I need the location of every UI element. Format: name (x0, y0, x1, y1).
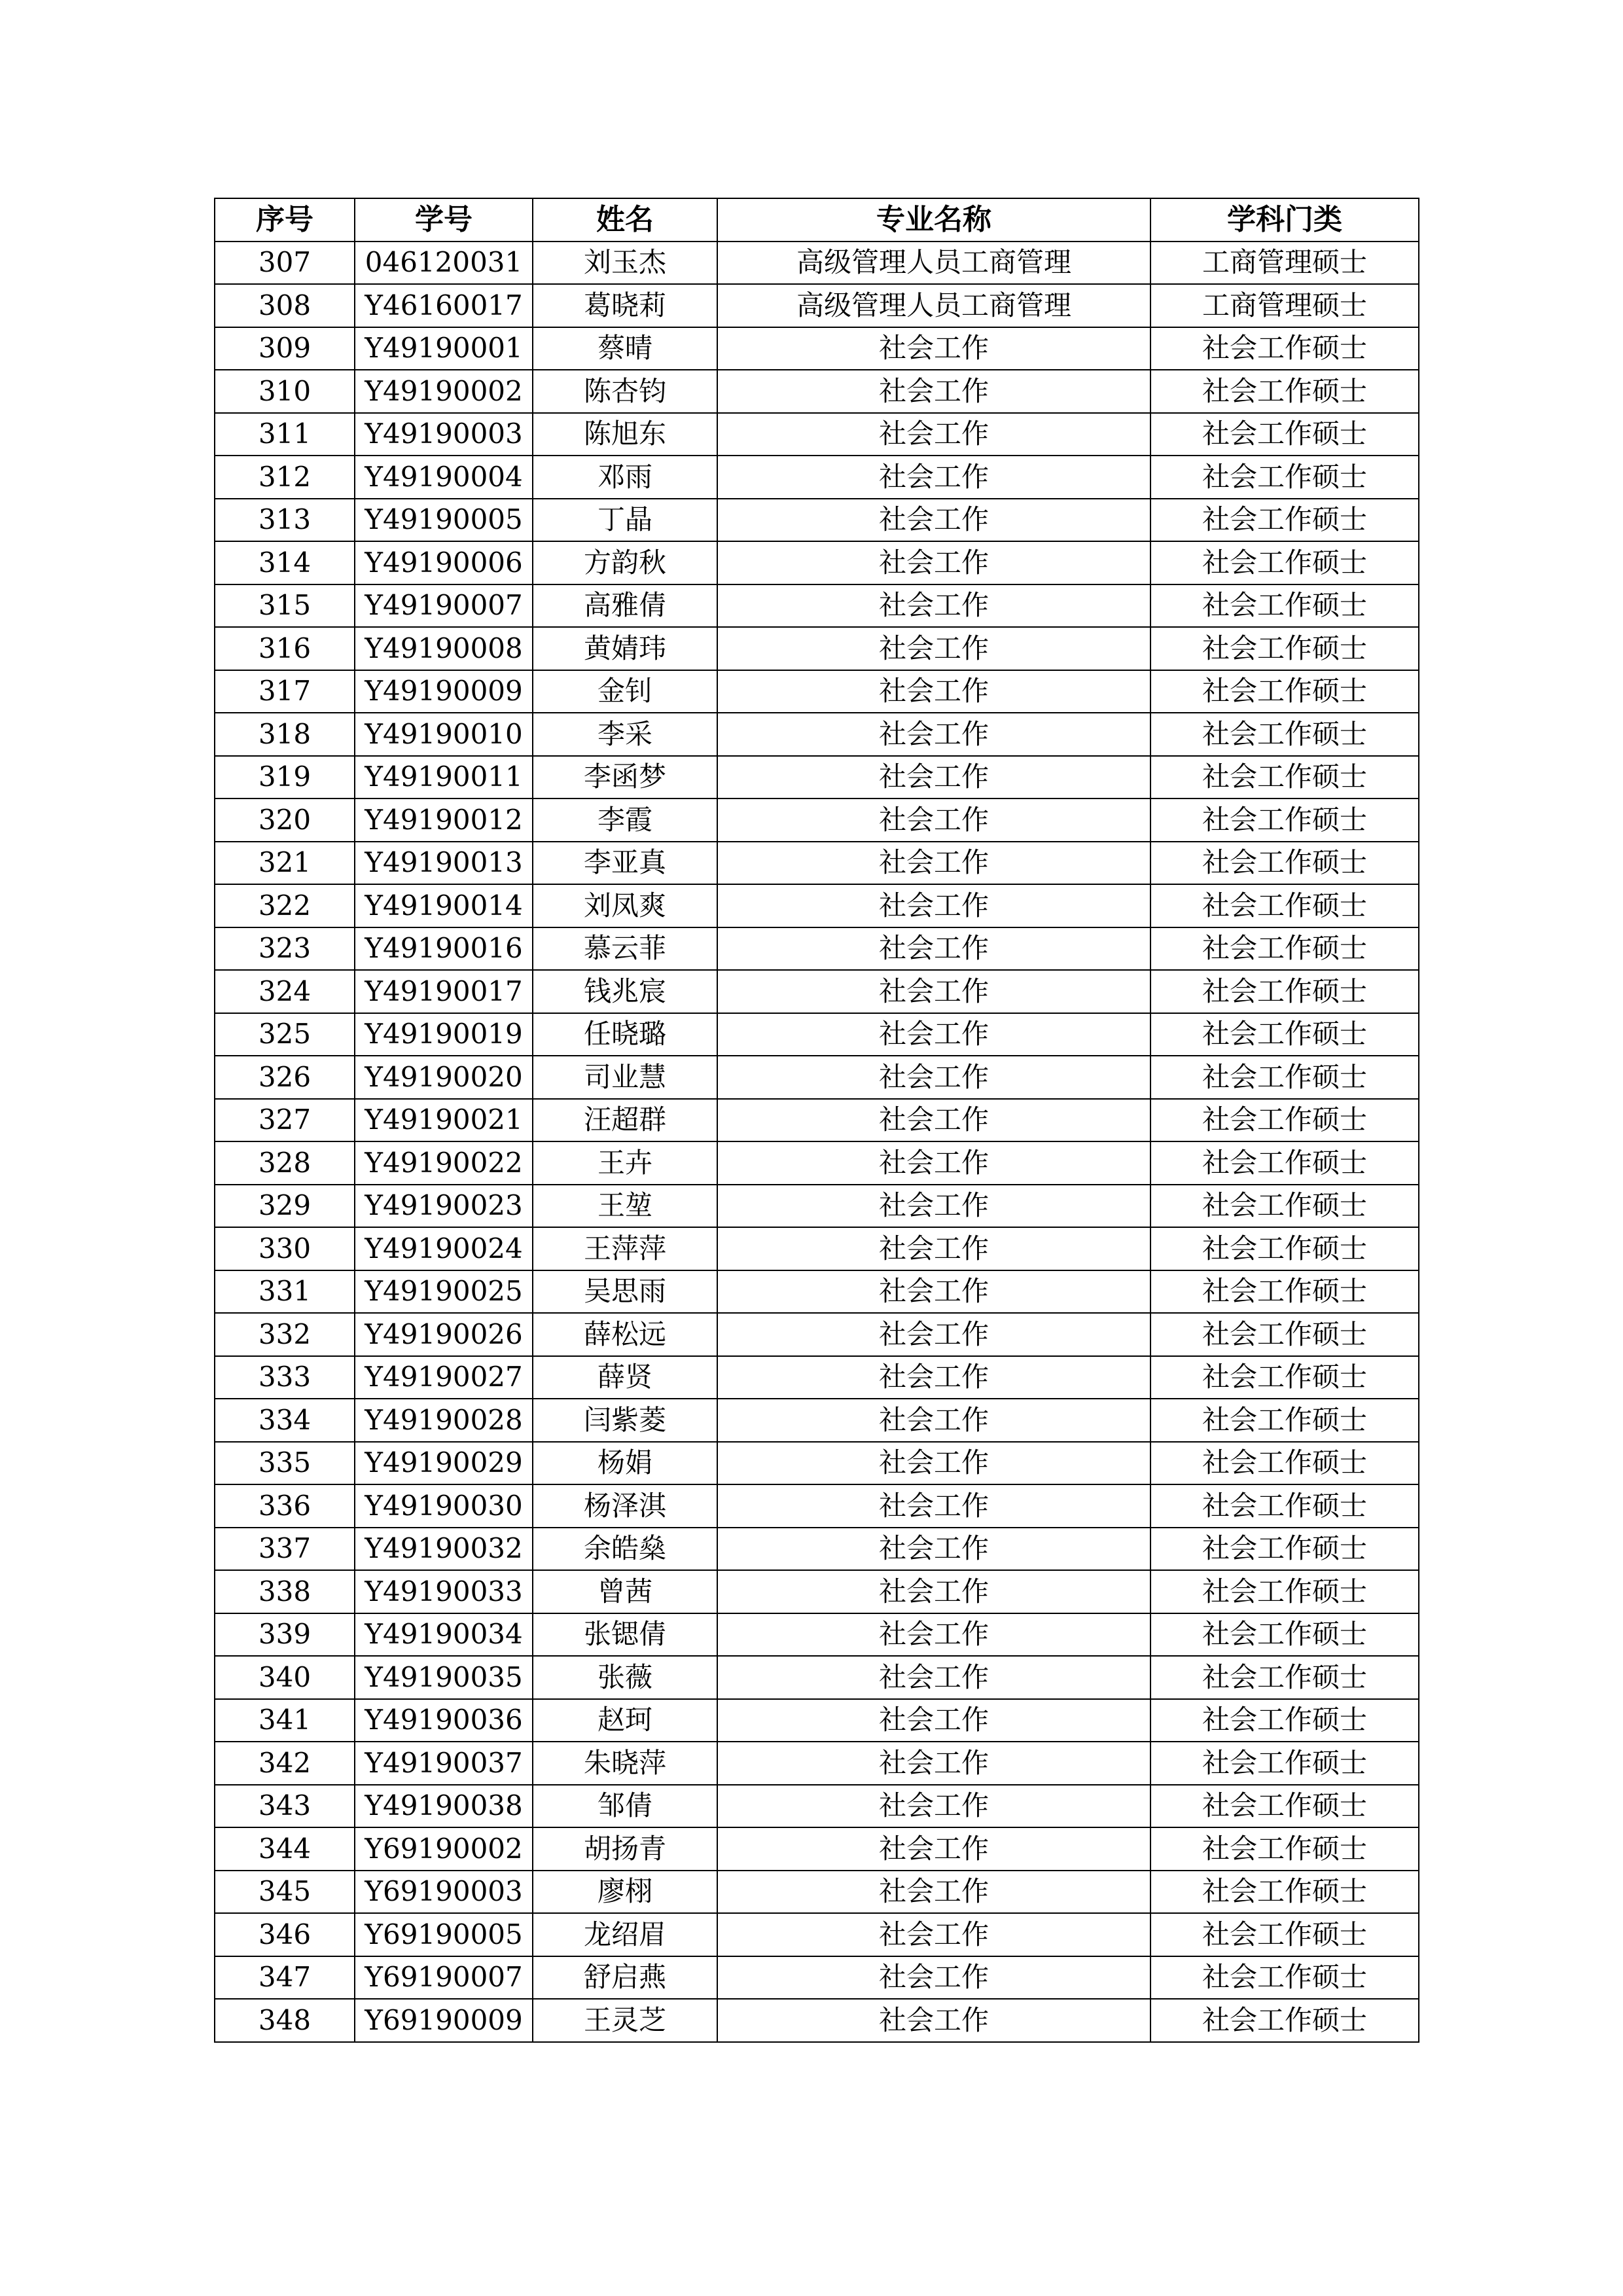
cell-major: 社会工作 (717, 370, 1150, 413)
cell-discipline: 社会工作硕士 (1150, 842, 1419, 885)
table-row (215, 584, 1419, 628)
cell-student-id: Y49190014 (355, 884, 533, 927)
cell-name: 陈旭东 (533, 413, 717, 456)
cell-major: 社会工作 (717, 756, 1150, 799)
cell-major: 社会工作 (717, 1442, 1150, 1485)
cell-name: 王灵芝 (533, 1999, 717, 2042)
cell-student-id: Y49190004 (355, 456, 533, 499)
cell-student-id: Y49190032 (355, 1528, 533, 1571)
cell-name: 李采 (533, 713, 717, 756)
cell-discipline: 社会工作硕士 (1150, 1742, 1419, 1785)
cell-major: 社会工作 (717, 1827, 1150, 1871)
cell-major: 社会工作 (717, 627, 1150, 670)
cell-major: 社会工作 (717, 327, 1150, 370)
table-row (215, 1399, 1419, 1442)
cell-student-id: Y49190037 (355, 1742, 533, 1785)
cell-student-id: Y49190007 (355, 584, 533, 628)
cell-name: 廖栩 (533, 1871, 717, 1914)
cell-serial: 309 (215, 327, 355, 370)
table-row (215, 1785, 1419, 1828)
cell-major: 社会工作 (717, 1185, 1150, 1228)
cell-serial: 341 (215, 1699, 355, 1742)
cell-major: 社会工作 (717, 1785, 1150, 1828)
table-row (215, 1270, 1419, 1314)
table-row (215, 1099, 1419, 1142)
cell-name: 龙绍眉 (533, 1913, 717, 1956)
cell-serial: 329 (215, 1185, 355, 1228)
cell-discipline: 社会工作硕士 (1150, 1270, 1419, 1314)
table-row (215, 1356, 1419, 1399)
cell-major: 社会工作 (717, 584, 1150, 628)
cell-discipline: 社会工作硕士 (1150, 627, 1419, 670)
cell-student-id: Y49190021 (355, 1099, 533, 1142)
cell-discipline: 社会工作硕士 (1150, 1013, 1419, 1056)
cell-student-id: Y49190008 (355, 627, 533, 670)
cell-major: 社会工作 (717, 1613, 1150, 1657)
cell-student-id: Y49190006 (355, 541, 533, 584)
cell-discipline: 社会工作硕士 (1150, 413, 1419, 456)
cell-serial: 346 (215, 1913, 355, 1956)
cell-serial: 323 (215, 927, 355, 971)
cell-discipline: 社会工作硕士 (1150, 884, 1419, 927)
cell-student-id: Y49190028 (355, 1399, 533, 1442)
cell-serial: 313 (215, 499, 355, 542)
cell-name: 汪超群 (533, 1099, 717, 1142)
table-row (215, 456, 1419, 499)
cell-major: 社会工作 (717, 1913, 1150, 1956)
cell-student-id: Y69190005 (355, 1913, 533, 1956)
cell-serial: 345 (215, 1871, 355, 1914)
cell-discipline: 社会工作硕士 (1150, 1613, 1419, 1657)
cell-student-id: Y49190035 (355, 1656, 533, 1699)
cell-major: 社会工作 (717, 1484, 1150, 1528)
table-row (215, 1227, 1419, 1270)
cell-student-id: Y49190012 (355, 798, 533, 842)
header-discipline: 学科门类 (1150, 198, 1419, 242)
cell-major: 社会工作 (717, 1270, 1150, 1314)
header-serial: 序号 (215, 198, 355, 242)
table-row (215, 1570, 1419, 1613)
cell-student-id: Y49190024 (355, 1227, 533, 1270)
table-row (215, 756, 1419, 799)
cell-discipline: 社会工作硕士 (1150, 1313, 1419, 1356)
cell-student-id: Y49190022 (355, 1141, 533, 1185)
cell-discipline: 社会工作硕士 (1150, 1956, 1419, 2000)
cell-serial: 344 (215, 1827, 355, 1871)
cell-discipline: 工商管理硕士 (1150, 284, 1419, 327)
cell-major: 社会工作 (717, 1141, 1150, 1185)
cell-student-id: Y49190011 (355, 756, 533, 799)
cell-student-id: Y49190036 (355, 1699, 533, 1742)
cell-name: 钱兆宸 (533, 970, 717, 1013)
cell-name: 邓雨 (533, 456, 717, 499)
cell-discipline: 社会工作硕士 (1150, 1785, 1419, 1828)
cell-discipline: 社会工作硕士 (1150, 1356, 1419, 1399)
table-row (215, 798, 1419, 842)
cell-major: 社会工作 (717, 1099, 1150, 1142)
cell-student-id: Y49190027 (355, 1356, 533, 1399)
cell-major: 社会工作 (717, 970, 1150, 1013)
cell-serial: 314 (215, 541, 355, 584)
cell-name: 杨泽淇 (533, 1484, 717, 1528)
cell-name: 葛晓莉 (533, 284, 717, 327)
cell-serial: 332 (215, 1313, 355, 1356)
table-row (215, 970, 1419, 1013)
cell-name: 张薇 (533, 1656, 717, 1699)
table-row (215, 1141, 1419, 1185)
table-row (215, 1827, 1419, 1871)
cell-serial: 318 (215, 713, 355, 756)
cell-serial: 339 (215, 1613, 355, 1657)
cell-discipline: 社会工作硕士 (1150, 1484, 1419, 1528)
cell-serial: 338 (215, 1570, 355, 1613)
cell-major: 社会工作 (717, 541, 1150, 584)
cell-student-id: Y49190020 (355, 1056, 533, 1099)
cell-serial: 315 (215, 584, 355, 628)
table-row (215, 670, 1419, 713)
table-row (215, 242, 1419, 285)
table-row (215, 1871, 1419, 1914)
cell-student-id: Y49190038 (355, 1785, 533, 1828)
cell-discipline: 社会工作硕士 (1150, 1227, 1419, 1270)
cell-name: 李亚真 (533, 842, 717, 885)
table-row (215, 1056, 1419, 1099)
cell-discipline: 社会工作硕士 (1150, 1185, 1419, 1228)
cell-student-id: 046120031 (355, 242, 533, 285)
cell-student-id: Y49190029 (355, 1442, 533, 1485)
student-roster-table (214, 198, 1419, 2043)
cell-serial: 326 (215, 1056, 355, 1099)
cell-name: 赵珂 (533, 1699, 717, 1742)
cell-name: 丁晶 (533, 499, 717, 542)
cell-major: 社会工作 (717, 1656, 1150, 1699)
cell-serial: 336 (215, 1484, 355, 1528)
table-row (215, 884, 1419, 927)
cell-major: 社会工作 (717, 1528, 1150, 1571)
cell-discipline: 社会工作硕士 (1150, 670, 1419, 713)
cell-name: 金钊 (533, 670, 717, 713)
cell-student-id: Y69190003 (355, 1871, 533, 1914)
table-body (215, 242, 1419, 2042)
cell-discipline: 社会工作硕士 (1150, 1442, 1419, 1485)
table-row (215, 1656, 1419, 1699)
cell-serial: 322 (215, 884, 355, 927)
table-row (215, 499, 1419, 542)
table-row (215, 284, 1419, 327)
cell-serial: 319 (215, 756, 355, 799)
cell-serial: 330 (215, 1227, 355, 1270)
cell-discipline: 社会工作硕士 (1150, 1528, 1419, 1571)
cell-discipline: 社会工作硕士 (1150, 1871, 1419, 1914)
cell-major: 社会工作 (717, 1570, 1150, 1613)
cell-discipline: 社会工作硕士 (1150, 370, 1419, 413)
cell-name: 李霞 (533, 798, 717, 842)
cell-discipline: 社会工作硕士 (1150, 584, 1419, 628)
cell-discipline: 社会工作硕士 (1150, 1656, 1419, 1699)
cell-major: 社会工作 (717, 1013, 1150, 1056)
header-row (215, 198, 1419, 242)
table-row (215, 842, 1419, 885)
header-major: 专业名称 (717, 198, 1150, 242)
cell-major: 社会工作 (717, 1999, 1150, 2042)
cell-serial: 316 (215, 627, 355, 670)
table-row (215, 1999, 1419, 2042)
cell-serial: 327 (215, 1099, 355, 1142)
cell-discipline: 社会工作硕士 (1150, 1141, 1419, 1185)
cell-name: 闫紫菱 (533, 1399, 717, 1442)
cell-discipline: 社会工作硕士 (1150, 499, 1419, 542)
cell-discipline: 工商管理硕士 (1150, 242, 1419, 285)
cell-name: 方韵秋 (533, 541, 717, 584)
cell-major: 社会工作 (717, 1699, 1150, 1742)
cell-major: 社会工作 (717, 1356, 1150, 1399)
cell-serial: 343 (215, 1785, 355, 1828)
cell-discipline: 社会工作硕士 (1150, 756, 1419, 799)
cell-major: 高级管理人员工商管理 (717, 284, 1150, 327)
cell-name: 邹倩 (533, 1785, 717, 1828)
cell-discipline: 社会工作硕士 (1150, 1913, 1419, 1956)
table-row (215, 1913, 1419, 1956)
cell-serial: 312 (215, 456, 355, 499)
table-row (215, 1699, 1419, 1742)
cell-name: 黄婧玮 (533, 627, 717, 670)
cell-discipline: 社会工作硕士 (1150, 1999, 1419, 2042)
cell-name: 李函梦 (533, 756, 717, 799)
cell-serial: 335 (215, 1442, 355, 1485)
cell-serial: 342 (215, 1742, 355, 1785)
table-row (215, 1484, 1419, 1528)
cell-serial: 340 (215, 1656, 355, 1699)
cell-student-id: Y46160017 (355, 284, 533, 327)
cell-name: 陈杏钧 (533, 370, 717, 413)
cell-serial: 325 (215, 1013, 355, 1056)
cell-discipline: 社会工作硕士 (1150, 1056, 1419, 1099)
cell-major: 高级管理人员工商管理 (717, 242, 1150, 285)
cell-name: 吴思雨 (533, 1270, 717, 1314)
cell-major: 社会工作 (717, 1742, 1150, 1785)
cell-discipline: 社会工作硕士 (1150, 1699, 1419, 1742)
cell-student-id: Y49190025 (355, 1270, 533, 1314)
cell-serial: 324 (215, 970, 355, 1013)
cell-student-id: Y49190002 (355, 370, 533, 413)
cell-major: 社会工作 (717, 456, 1150, 499)
cell-major: 社会工作 (717, 842, 1150, 885)
cell-name: 高雅倩 (533, 584, 717, 628)
cell-serial: 337 (215, 1528, 355, 1571)
cell-major: 社会工作 (717, 499, 1150, 542)
cell-student-id: Y49190019 (355, 1013, 533, 1056)
cell-student-id: Y49190001 (355, 327, 533, 370)
table-row (215, 1013, 1419, 1056)
cell-major: 社会工作 (717, 1056, 1150, 1099)
cell-discipline: 社会工作硕士 (1150, 541, 1419, 584)
cell-student-id: Y49190023 (355, 1185, 533, 1228)
cell-student-id: Y69190002 (355, 1827, 533, 1871)
cell-serial: 347 (215, 1956, 355, 2000)
table-row (215, 1742, 1419, 1785)
table-row (215, 1956, 1419, 2000)
cell-name: 朱晓萍 (533, 1742, 717, 1785)
cell-serial: 311 (215, 413, 355, 456)
cell-student-id: Y49190033 (355, 1570, 533, 1613)
cell-name: 薛松远 (533, 1313, 717, 1356)
cell-major: 社会工作 (717, 1956, 1150, 2000)
cell-name: 王卉 (533, 1141, 717, 1185)
cell-discipline: 社会工作硕士 (1150, 713, 1419, 756)
cell-student-id: Y49190017 (355, 970, 533, 1013)
table-row (215, 327, 1419, 370)
cell-major: 社会工作 (717, 1313, 1150, 1356)
table-row (215, 1442, 1419, 1485)
cell-discipline: 社会工作硕士 (1150, 1827, 1419, 1871)
header-name: 姓名 (533, 198, 717, 242)
table-row (215, 541, 1419, 584)
cell-serial: 348 (215, 1999, 355, 2042)
table-row (215, 1528, 1419, 1571)
table-row (215, 1313, 1419, 1356)
cell-name: 舒启燕 (533, 1956, 717, 2000)
table-row (215, 713, 1419, 756)
cell-name: 司业慧 (533, 1056, 717, 1099)
cell-major: 社会工作 (717, 927, 1150, 971)
cell-serial: 317 (215, 670, 355, 713)
cell-serial: 320 (215, 798, 355, 842)
cell-name: 王萍萍 (533, 1227, 717, 1270)
cell-discipline: 社会工作硕士 (1150, 798, 1419, 842)
cell-serial: 321 (215, 842, 355, 885)
cell-student-id: Y49190013 (355, 842, 533, 885)
cell-student-id: Y69190007 (355, 1956, 533, 2000)
table-row (215, 1185, 1419, 1228)
cell-discipline: 社会工作硕士 (1150, 927, 1419, 971)
cell-serial: 310 (215, 370, 355, 413)
cell-discipline: 社会工作硕士 (1150, 1570, 1419, 1613)
cell-student-id: Y49190034 (355, 1613, 533, 1657)
cell-name: 刘凤爽 (533, 884, 717, 927)
cell-name: 慕云菲 (533, 927, 717, 971)
cell-serial: 334 (215, 1399, 355, 1442)
table-row (215, 1613, 1419, 1657)
cell-serial: 331 (215, 1270, 355, 1314)
cell-discipline: 社会工作硕士 (1150, 1099, 1419, 1142)
cell-serial: 328 (215, 1141, 355, 1185)
cell-student-id: Y49190009 (355, 670, 533, 713)
cell-name: 杨娟 (533, 1442, 717, 1485)
table-row (215, 627, 1419, 670)
cell-major: 社会工作 (717, 713, 1150, 756)
table-row (215, 413, 1419, 456)
cell-discipline: 社会工作硕士 (1150, 327, 1419, 370)
cell-student-id: Y49190026 (355, 1313, 533, 1356)
cell-name: 任晓璐 (533, 1013, 717, 1056)
cell-serial: 333 (215, 1356, 355, 1399)
cell-student-id: Y49190010 (355, 713, 533, 756)
cell-student-id: Y49190005 (355, 499, 533, 542)
table-row (215, 927, 1419, 971)
cell-name: 蔡晴 (533, 327, 717, 370)
cell-major: 社会工作 (717, 884, 1150, 927)
cell-discipline: 社会工作硕士 (1150, 970, 1419, 1013)
cell-major: 社会工作 (717, 413, 1150, 456)
cell-major: 社会工作 (717, 1399, 1150, 1442)
cell-student-id: Y69190009 (355, 1999, 533, 2042)
header-student-id: 学号 (355, 198, 533, 242)
cell-serial: 308 (215, 284, 355, 327)
cell-major: 社会工作 (717, 798, 1150, 842)
cell-name: 曾茜 (533, 1570, 717, 1613)
cell-serial: 307 (215, 242, 355, 285)
cell-major: 社会工作 (717, 1871, 1150, 1914)
cell-major: 社会工作 (717, 670, 1150, 713)
cell-name: 薛贤 (533, 1356, 717, 1399)
cell-major: 社会工作 (717, 1227, 1150, 1270)
cell-student-id: Y49190030 (355, 1484, 533, 1528)
cell-name: 余皓燊 (533, 1528, 717, 1571)
table-row (215, 370, 1419, 413)
cell-name: 胡扬青 (533, 1827, 717, 1871)
cell-name: 王堃 (533, 1185, 717, 1228)
cell-discipline: 社会工作硕士 (1150, 456, 1419, 499)
cell-name: 张锶倩 (533, 1613, 717, 1657)
cell-student-id: Y49190016 (355, 927, 533, 971)
cell-discipline: 社会工作硕士 (1150, 1399, 1419, 1442)
cell-student-id: Y49190003 (355, 413, 533, 456)
cell-name: 刘玉杰 (533, 242, 717, 285)
